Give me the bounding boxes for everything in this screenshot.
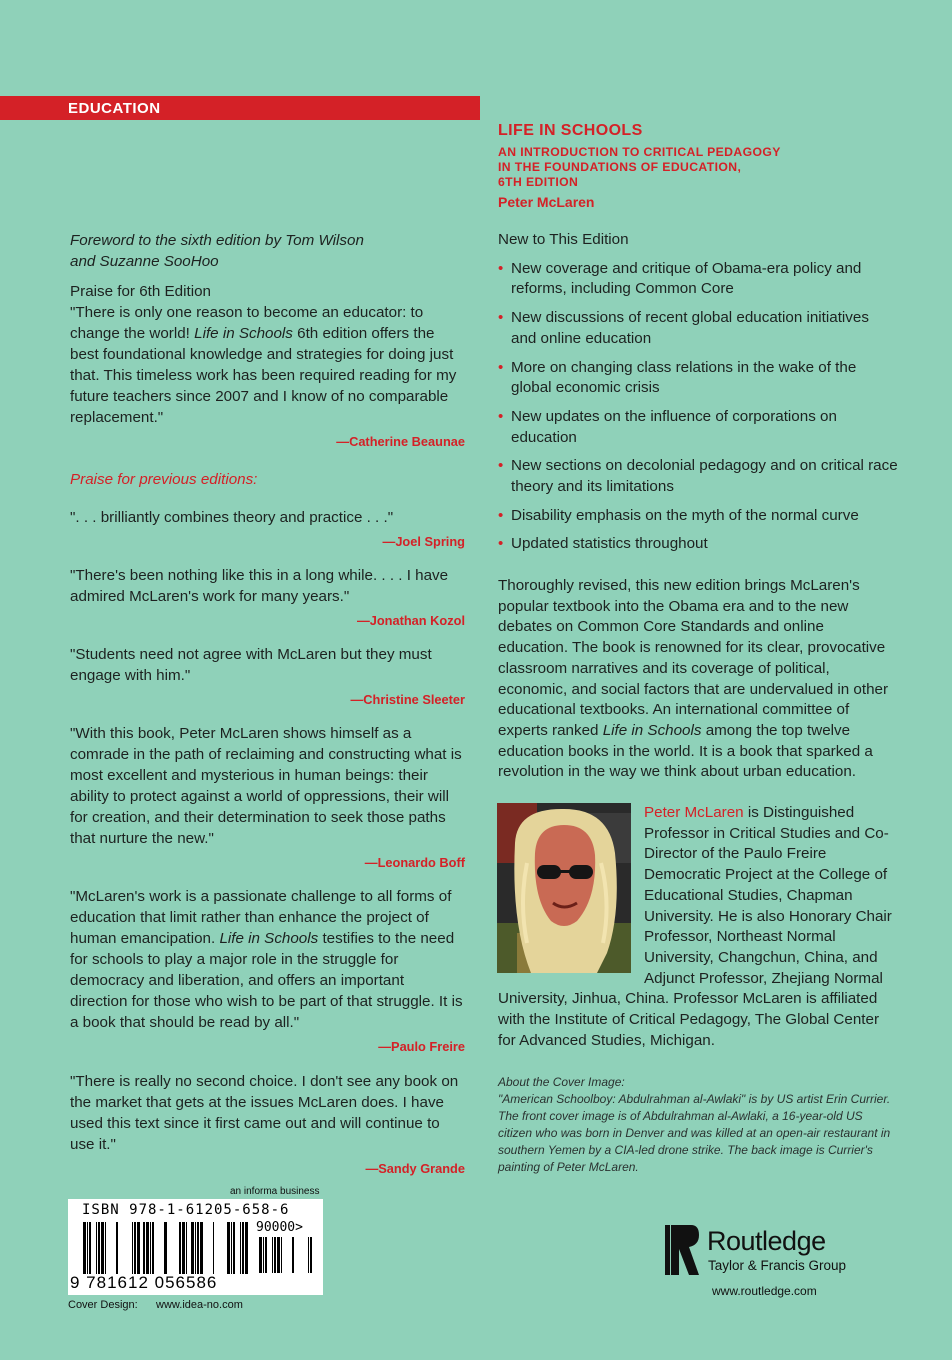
list-item: • New discussions of recent global education initiatives and online education [498, 309, 869, 347]
barcode-bar [164, 1222, 167, 1274]
barcode-bar [233, 1222, 235, 1274]
foreword-line-1: Foreword to the sixth edition by Tom Wilson [70, 232, 364, 249]
barcode-bar [105, 1222, 106, 1274]
isbn-barcode [68, 1199, 323, 1295]
cover-note-heading: About the Cover Image: [498, 1075, 625, 1089]
price-code: 90000> [256, 1220, 303, 1235]
barcode-bar [274, 1237, 276, 1273]
quote-spring: ". . . brilliantly combines theory and practice . . ." [70, 509, 394, 526]
routledge-logo-icon [663, 1223, 701, 1282]
barcode-bar [195, 1222, 196, 1274]
list-item: • New coverage and critique of Obama-era policy and reforms, including Common Core [498, 259, 862, 298]
quote-freire-block [70, 886, 465, 1057]
foreword-line-2: and Suzanne SooHoo [70, 253, 219, 270]
attribution-spring: —Joel Spring [382, 534, 465, 549]
barcode-bar [152, 1222, 154, 1274]
publisher-group: Taylor & Francis Group [708, 1258, 847, 1273]
barcode-bar [98, 1222, 100, 1274]
list-item: • New sections on decolonial pedagogy and on critical race theory and its limitations [498, 457, 898, 496]
attribution-freire: —Paulo Freire [378, 1039, 465, 1054]
foreword-block [70, 230, 465, 272]
quote-kozol-block [70, 565, 465, 631]
barcode-bar [186, 1222, 187, 1274]
barcode-bar [101, 1222, 104, 1274]
barcode-bar [132, 1222, 133, 1274]
barcode-bar [89, 1222, 91, 1274]
barcode-bar [277, 1237, 280, 1273]
new-edition-heading: New to This Edition [498, 231, 629, 248]
quote-spring-block [70, 507, 465, 552]
attribution-sleeter: —Christine Sleeter [350, 692, 465, 707]
barcode-bar [116, 1222, 118, 1274]
author-bio-block [498, 803, 898, 1051]
cover-note-text: "American Schoolboy: Abdulrahman al-Awlaki" is by US artist Erin Currier. The front cover image is of Abdulrahman al-Awlaki, a 16-year-old US citizen who was born in Denver and was killed at an open-air restaurant in southern Yemen by a CIA-led drone strike. The back image is Currier's painting of Peter McLaren. [498, 1092, 891, 1174]
book-author: Peter McLaren [498, 194, 595, 210]
informa-label: an informa business [230, 1186, 320, 1197]
previous-praise-heading-block [70, 469, 465, 490]
quote-boff-block [70, 723, 465, 873]
barcode-bar [263, 1237, 264, 1273]
author-bio: Peter McLaren is Distinguished Professor in Critical Studies and Co-Director of the Paulo Freire Democratic Project at the College of Educational Studies, Chapman University. He is also Honorary Chair Professor, Northeast Normal University, Changchun, China, and Adjunct Professor, Zhejiang Normal University, Jinhua, China. Professor McLaren is affiliated with the Institute of Critical Pedagogy, The Global Center for Advanced Studies, Michigan. [498, 804, 892, 1049]
quote-grande: "There is really no second choice. I don't see any book on the market that gets at the issues McLaren does. I have used this text since it first came out and will continue to use it." [70, 1073, 459, 1153]
barcode-bar [83, 1222, 86, 1274]
barcode-bar [281, 1237, 282, 1273]
barcode-bar [150, 1222, 151, 1274]
previous-praise-heading: Praise for previous editions: [70, 471, 258, 488]
praise-heading: Praise for 6th Edition [70, 283, 211, 300]
barcode-bar [200, 1222, 203, 1274]
book-subtitle: AN INTRODUCTION TO CRITICAL PEDAGOGY IN THE FOUNDATIONS OF EDUCATION, 6TH EDITION [498, 145, 781, 189]
barcode-bar [308, 1237, 309, 1273]
barcode-bar [137, 1222, 140, 1274]
list-item: • New updates on the influence of corporations on education [498, 407, 837, 446]
barcode-bar [292, 1237, 294, 1273]
attribution-beaunae: —Catherine Beaunae [336, 434, 465, 449]
list-item: • Updated statistics throughout [498, 535, 708, 553]
barcode-bar [213, 1222, 214, 1274]
category-band [0, 96, 480, 120]
barcode-bar [143, 1222, 145, 1274]
quote-freire: "McLaren's work is a passionate challenge to all forms of education that limit rather than enhance the project of human emancipation. Life in Schools testifies to the need for schools to play a major role in the struggle for democracy and liberation, and offers an important direction for those who wish to be part of that struggle. It is a book that should be read by all." [70, 888, 463, 1031]
book-description: Thoroughly revised, this new edition brings McLaren's popular textbook into the Obama era and to the new debates on Common Core Standards and online education. The book is renowned for its clear, provocative classroom narratives and its coverage of political, economic, and social factors that are undervalued in other educational textbooks. An international committee of experts ranked Life in Schools among the top twelve education books in the world. It is a book that sparked a revolution in the way we think about urban education. [498, 577, 889, 781]
barcode-bars [80, 1222, 250, 1274]
attribution-boff: —Leonardo Boff [364, 855, 465, 870]
addon-barcode-bars [256, 1237, 316, 1273]
barcode-bar [265, 1237, 267, 1273]
quote-beaunae: "There is only one reason to become an educator: to change the world! Life in Schools 6th edition offers the best foundational knowledge and strategies for doing just that. This timeless work has been required reading for my future teachers since 2007 and I know of no comparable replacement." [70, 304, 457, 426]
praise-6th-block [70, 281, 465, 452]
quote-kozol: "There's been nothing like this in a long while. . . . I have admired McLaren's work for many years." [70, 567, 449, 605]
new-edition-list [498, 259, 898, 555]
barcode-bar [272, 1237, 273, 1273]
barcode-bar [310, 1237, 312, 1273]
book-title: LIFE IN SCHOOLS [498, 122, 643, 139]
barcode-bar [191, 1222, 194, 1274]
attribution-kozol: —Jonathan Kozol [356, 613, 465, 628]
list-item: • More on changing class relations in the wake of the global economic crisis [498, 358, 857, 397]
barcode-bar [259, 1237, 262, 1273]
attribution-grande: —Sandy Grande [365, 1161, 465, 1176]
barcode-bar [240, 1222, 241, 1274]
new-edition-block [498, 230, 898, 563]
barcode-bar [231, 1222, 232, 1274]
quote-boff: "With this book, Peter McLaren shows himself as a comrade in the path of reclaiming and constructing what is most excellent and mysterious in human beings: their ability to protect against a world of oppressions, their will for creation, and their determination to seek those paths that nurture the new." [70, 725, 462, 847]
barcode-bar [182, 1222, 185, 1274]
list-item: • Disability emphasis on the myth of the normal curve [498, 506, 859, 524]
isbn-label: ISBN 978-1-61205-658-6 [82, 1202, 290, 1218]
barcode-bar [179, 1222, 181, 1274]
barcode-bar [242, 1222, 244, 1274]
barcode-bar [96, 1222, 97, 1274]
description-block [498, 576, 898, 783]
barcode-bar [87, 1222, 88, 1274]
quote-grande-block [70, 1071, 465, 1179]
barcode-bar [134, 1222, 136, 1274]
barcode-bar [197, 1222, 199, 1274]
category-label: EDUCATION [68, 100, 161, 117]
publisher-url: www.routledge.com [712, 1284, 817, 1298]
cover-image-note [498, 1074, 898, 1176]
quote-sleeter-block [70, 644, 465, 710]
quote-sleeter: "Students need not agree with McLaren but they must engage with him." [70, 646, 432, 684]
barcode-bar [227, 1222, 230, 1274]
cover-design-credit: Cover Design: www.idea-no.com [68, 1299, 243, 1311]
barcode-bar [146, 1222, 149, 1274]
publisher-name: Routledge [707, 1226, 826, 1256]
isbn-digits: 9 781612 056586 [70, 1273, 218, 1292]
barcode-bar [245, 1222, 248, 1274]
